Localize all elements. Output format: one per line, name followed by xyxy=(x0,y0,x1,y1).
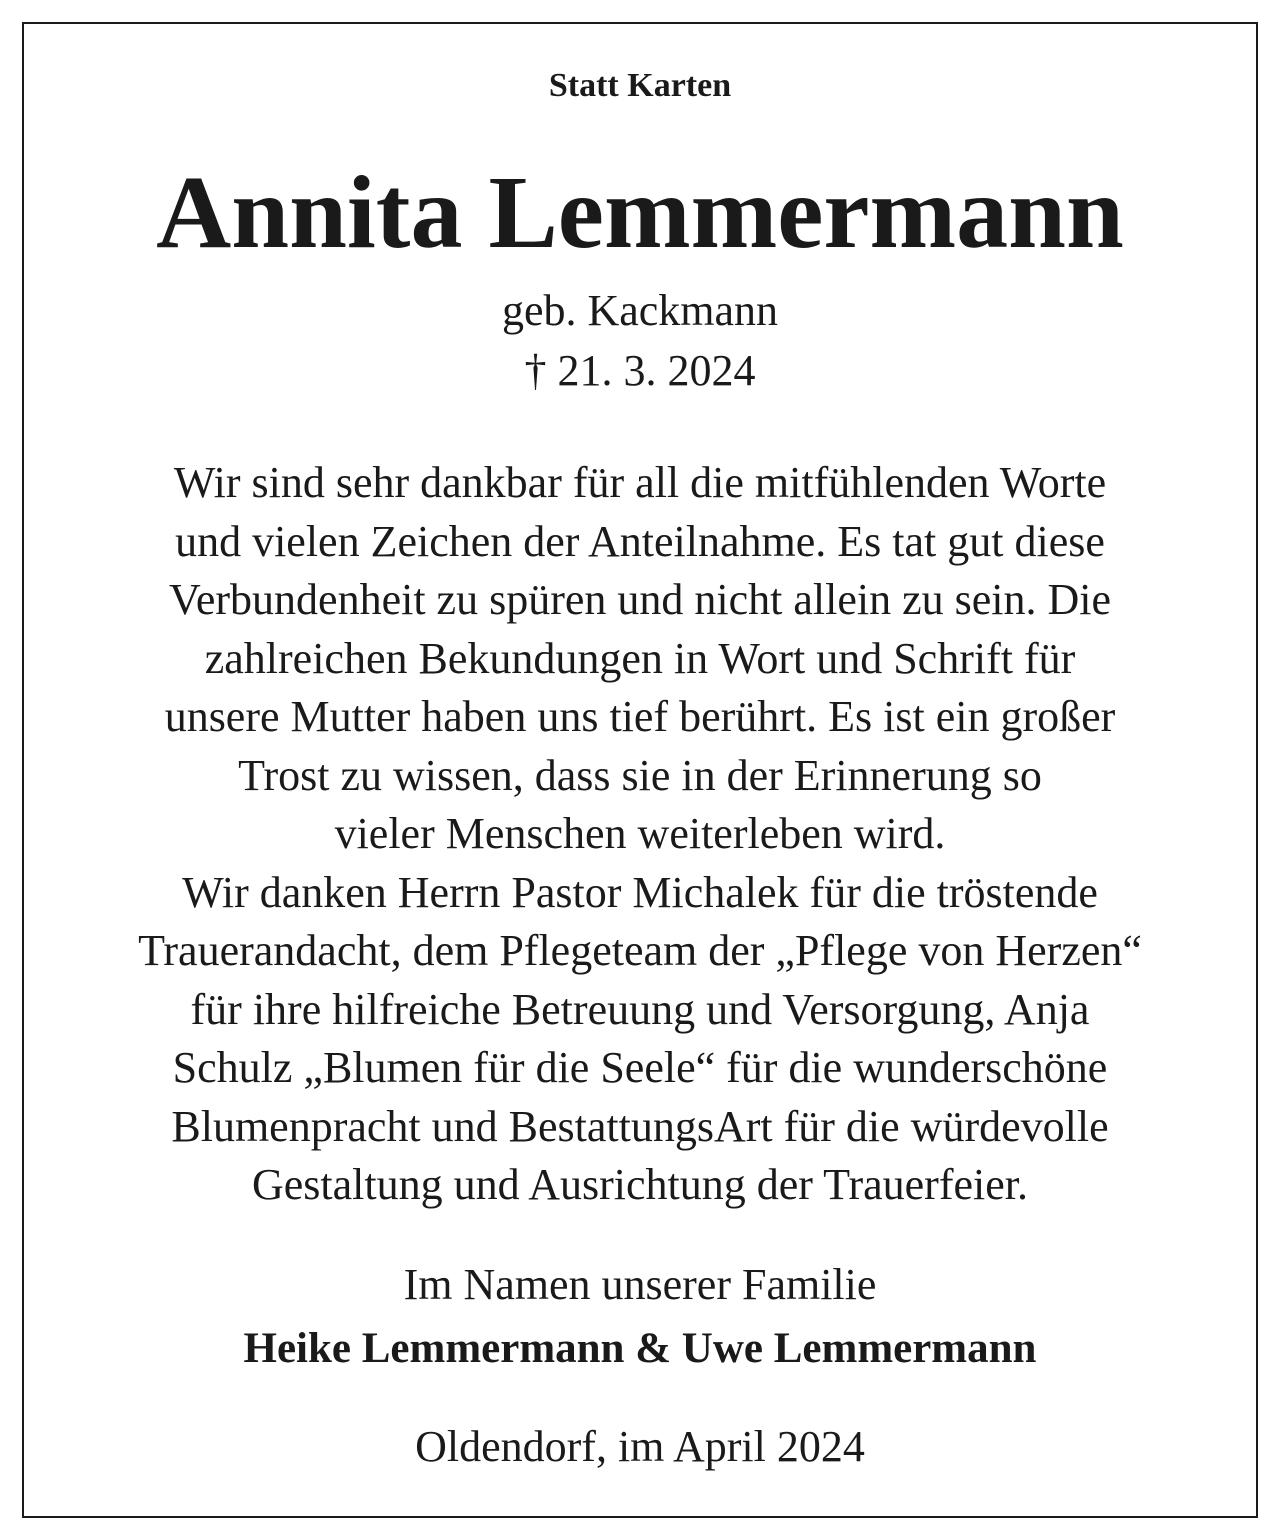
place-date: Oldendorf, im April 2024 xyxy=(415,1422,865,1471)
body-line: für ihre hilfreiche Betreuung und Versorgung, Anja xyxy=(190,984,1090,1034)
body-line: unsere Mutter haben uns tief berührt. Es ist ein großer xyxy=(164,692,1116,741)
body-line: vieler Menschen weiterleben wird. xyxy=(334,809,946,858)
maiden-name: geb. Kackmann xyxy=(501,286,779,335)
body-line: Schulz „Blumen für die Seele“ für die wunderschöne xyxy=(172,1043,1108,1092)
death-date: † 21. 3. 2024 xyxy=(524,346,756,395)
obituary-notice xyxy=(22,22,1258,1518)
body-line: zahlreichen Bekundungen in Wort und Schrift für xyxy=(204,633,1076,683)
signers: Heike Lemmermann & Uwe Lemmermann xyxy=(243,1325,1037,1372)
closing-line: Im Namen unserer Familie xyxy=(403,1260,877,1309)
body-line: Blumenpracht und BestattungsArt für die würdevolle xyxy=(171,1101,1109,1151)
body-line: und vielen Zeichen der Anteilnahme. Es tat gut diese xyxy=(175,516,1105,566)
body-line: Trauerandacht, dem Pflegeteam der „Pflege von Herzen“ xyxy=(138,926,1142,975)
body-line: Trost zu wissen, dass sie in der Erinnerung so xyxy=(238,750,1042,800)
body-line: Wir danken Herrn Pastor Michalek für die tröstende xyxy=(182,867,1098,917)
body-line: Verbundenheit zu spüren und nicht allein zu sein. Die xyxy=(168,575,1112,624)
body-line: Gestaltung und Ausrichtung der Trauerfeier. xyxy=(252,1160,1028,1209)
body-line: Wir sind sehr dankbar für all die mitfühlenden Worte xyxy=(173,458,1107,507)
notice-header: Statt Karten xyxy=(548,67,732,104)
thank-you-text xyxy=(24,454,1256,1215)
deceased-name: Annita Lemmermann xyxy=(156,155,1124,270)
